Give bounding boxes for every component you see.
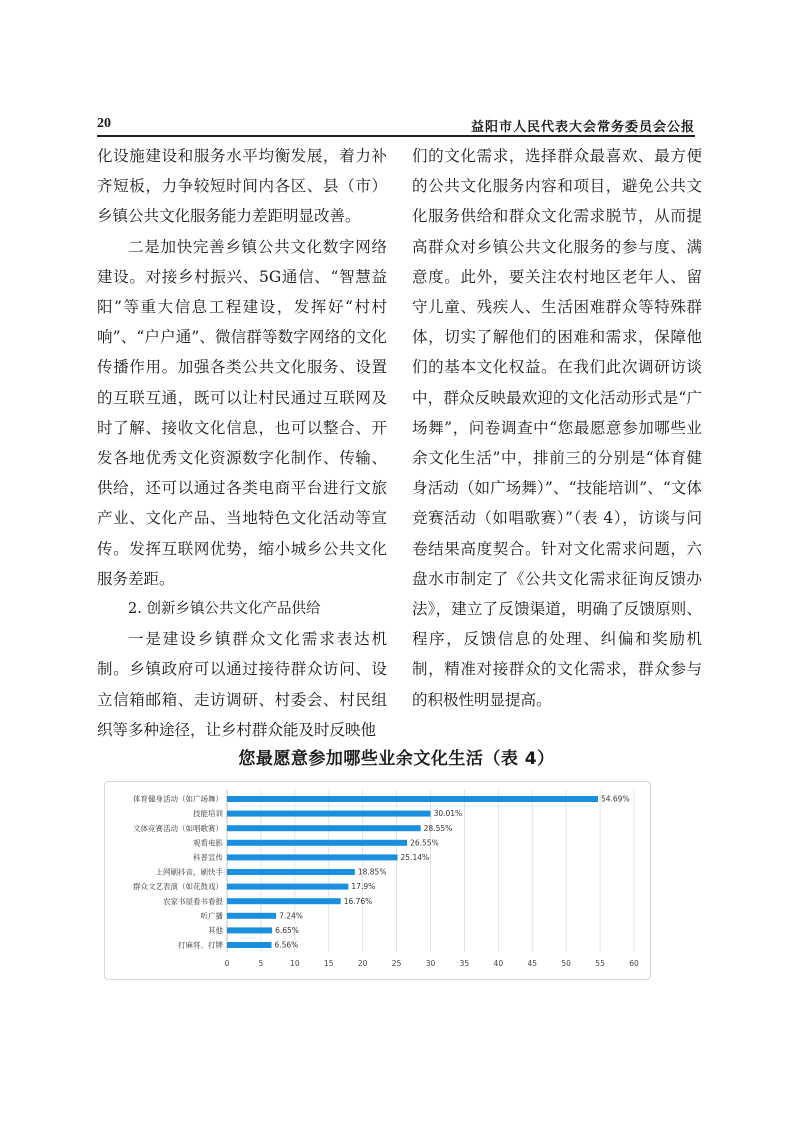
category-label: 其他 xyxy=(208,926,223,935)
x-tick-label: 0 xyxy=(224,959,230,968)
chart-title: 您最愿意参加哪些业余文化生活（表 4） xyxy=(238,749,555,769)
header-rule xyxy=(97,135,695,137)
paragraph-digital-network: 二是加快完善乡镇公共文化数字网络建设。对接乡村振兴、5G通信、“智慧益阳”等重大信息工程建设，发挥好“村村响”、“户户通”、微信群等数字网络的文化传播作用。加强各类公共文化服务、设置的互联互通，既可以让村民通过互联网及时了解、接收文化信息，也可以整合、开发各地优秀文化资源数字化制作、传输、供给，还可以通过各类电商平台进行文旅产业、文化产品、当地特色文化活动等宣传。发挥互联网优势，缩小城乡公共文化服务差距。 xyxy=(97,237,387,588)
journal-title: 益阳市人民代表大会常务委员会公报 xyxy=(470,120,695,135)
value-label: 25.14% xyxy=(400,853,430,862)
page-header xyxy=(97,116,695,136)
x-tick-label: 5 xyxy=(258,959,264,968)
value-label: 16.76% xyxy=(343,896,373,906)
x-tick-label: 55 xyxy=(595,959,605,968)
bar xyxy=(227,854,398,860)
bar xyxy=(227,913,276,919)
page-number: 20 xyxy=(97,116,111,131)
value-label: 6.56% xyxy=(274,940,299,950)
x-tick-label: 10 xyxy=(290,959,300,968)
category-label: 文体竞赛活动（如唱歌赛） xyxy=(133,823,223,833)
category-label: 观看电影 xyxy=(193,838,223,848)
x-tick-label: 50 xyxy=(561,959,571,968)
section-heading: 2. 创新乡镇公共文化产品供给 xyxy=(128,601,321,618)
bar xyxy=(227,898,341,904)
x-tick-label: 15 xyxy=(323,959,334,968)
bar-chart xyxy=(104,781,651,980)
x-tick-label: 40 xyxy=(493,959,504,968)
x-tick-label: 45 xyxy=(527,959,538,968)
value-label: 18.85% xyxy=(357,867,387,877)
value-label: 30.01% xyxy=(433,809,463,819)
x-tick-label: 60 xyxy=(629,959,639,968)
x-tick-label: 35 xyxy=(459,959,470,968)
paragraph-demand-mechanism: 一是建设乡镇群众文化需求表达机制。乡镇政府可以通过接待群众访问、设立信箱邮箱、走访调研、村委会、村民组织等多种途径，让乡村群众能及时反映他 xyxy=(97,630,387,739)
x-tick-label: 30 xyxy=(425,959,436,968)
category-label: 技能培训 xyxy=(193,809,223,819)
value-label: 7.24% xyxy=(279,911,303,921)
value-label: 17.9% xyxy=(351,882,376,892)
bar xyxy=(227,869,355,875)
bar xyxy=(227,796,598,802)
x-tick-label: 20 xyxy=(357,959,368,968)
value-label: 28.55% xyxy=(423,823,453,833)
bar xyxy=(227,942,271,948)
bar xyxy=(227,840,407,846)
category-label: 农家书屋看书看报 xyxy=(163,896,223,906)
category-label: 群众文艺表演（如花鼓戏） xyxy=(133,882,223,892)
category-label: 打麻将、打牌 xyxy=(178,940,223,950)
category-label: 上网刷抖音，刷快手 xyxy=(155,867,223,877)
paragraph-cultural-needs: 们的文化需求，选择群众最喜欢、最方便的公共文化服务内容和项目，避免公共文化服务供给和群众文化需求脱节，从而提高群众对乡镇公共文化服务的参与度、满意度。此外，要关注农村地区老年人、留守儿童、残疾人、生活困难群众等特殊群体，切实了解他们的困难和需求，保障他们的基本文化权益。在我们此次调研访谈中，群众反映最欢迎的文化活动形式是“广场舞”，问卷调查中“您最愿意参加哪些业余文化生活”中，排前三的分别是“体育健身活动（如广场舞）”、“技能培训”、“文体竞赛活动（如唱歌赛）”（表 4），访谈与问卷结果高度契合。针对文化需求问题，六盘水市制定了《公共文化需求征询反馈办法》，建立了反馈渠道，明确了反馈原则、程序，反馈信息的处理、纠偏和奖励机制，精准对接群众的文化需求，群众参与的积极性明显提高。 xyxy=(412,147,702,709)
bar xyxy=(227,825,421,831)
category-label: 体育健身活动（如广场舞） xyxy=(133,794,223,804)
right-column xyxy=(412,141,702,715)
category-label: 听广播 xyxy=(200,911,223,921)
left-column xyxy=(97,141,387,745)
x-tick-label: 25 xyxy=(391,959,402,968)
value-label: 6.65% xyxy=(275,926,299,935)
bar xyxy=(227,811,431,817)
bar xyxy=(227,927,272,933)
category-label: 科普宣传 xyxy=(193,853,223,862)
value-label: 54.69% xyxy=(600,794,630,804)
bar xyxy=(227,884,348,890)
paragraph-continuation: 化设施建设和服务水平均衡发展，着力补齐短板，力争较短时间内各区、县（市）乡镇公共文化服务能力差距明显改善。 xyxy=(97,147,387,226)
chart-canvas xyxy=(105,782,650,979)
value-label: 26.55% xyxy=(410,838,439,848)
